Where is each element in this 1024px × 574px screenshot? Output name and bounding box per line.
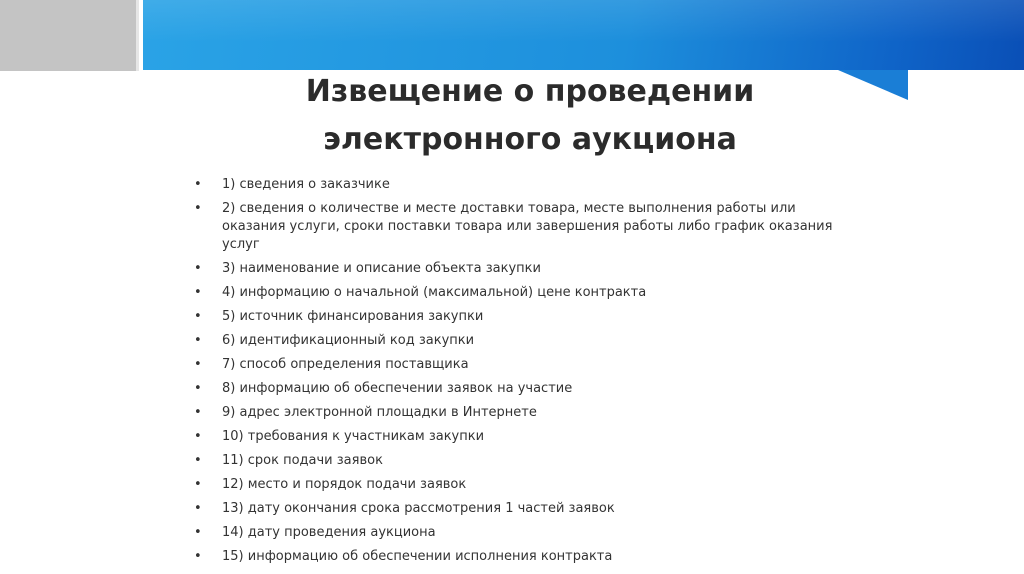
list-item: • 3) наименование и описание объекта закупки — [192, 260, 852, 278]
slide-title-line-1: Извещение о проведении — [305, 74, 755, 109]
list-item: • 4) информацию о начальной (максимальной) цене контракта — [192, 284, 852, 302]
requirements-list — [192, 176, 852, 572]
list-item: • 2) сведения о количестве и месте доставки товара, месте выполнения работы или оказания услуги, сроки поставки товара или завершения работы либо график оказания услуг — [192, 200, 852, 254]
list-item: • 5) источник финансирования закупки — [192, 308, 852, 326]
list-item: • 13) дату окончания срока рассмотрения 1 частей заявок — [192, 500, 852, 518]
list-item: • 12) место и порядок подачи заявок — [192, 476, 852, 494]
list-item: • 11) срок подачи заявок — [192, 452, 852, 470]
list-item: • 9) адрес электронной площадки в Интернете — [192, 404, 852, 422]
list-item: • 7) способ определения поставщика — [192, 356, 852, 374]
list-item: • 6) идентификационный код закупки — [192, 332, 852, 350]
header-banner — [143, 0, 1024, 70]
list-item: • 15) информацию об обеспечении исполнения контракта — [192, 548, 852, 566]
list-item: • 1) сведения о заказчике — [192, 176, 852, 194]
slide-title-line-2: электронного аукциона — [323, 122, 737, 157]
gray-corner-block — [0, 0, 139, 71]
list-item: • 10) требования к участникам закупки — [192, 428, 852, 446]
list-item: • 8) информацию об обеспечении заявок на участие — [192, 380, 852, 398]
banner-tail-shape — [838, 70, 908, 100]
slide-title — [280, 68, 780, 164]
list-item: • 14) дату проведения аукциона — [192, 524, 852, 542]
